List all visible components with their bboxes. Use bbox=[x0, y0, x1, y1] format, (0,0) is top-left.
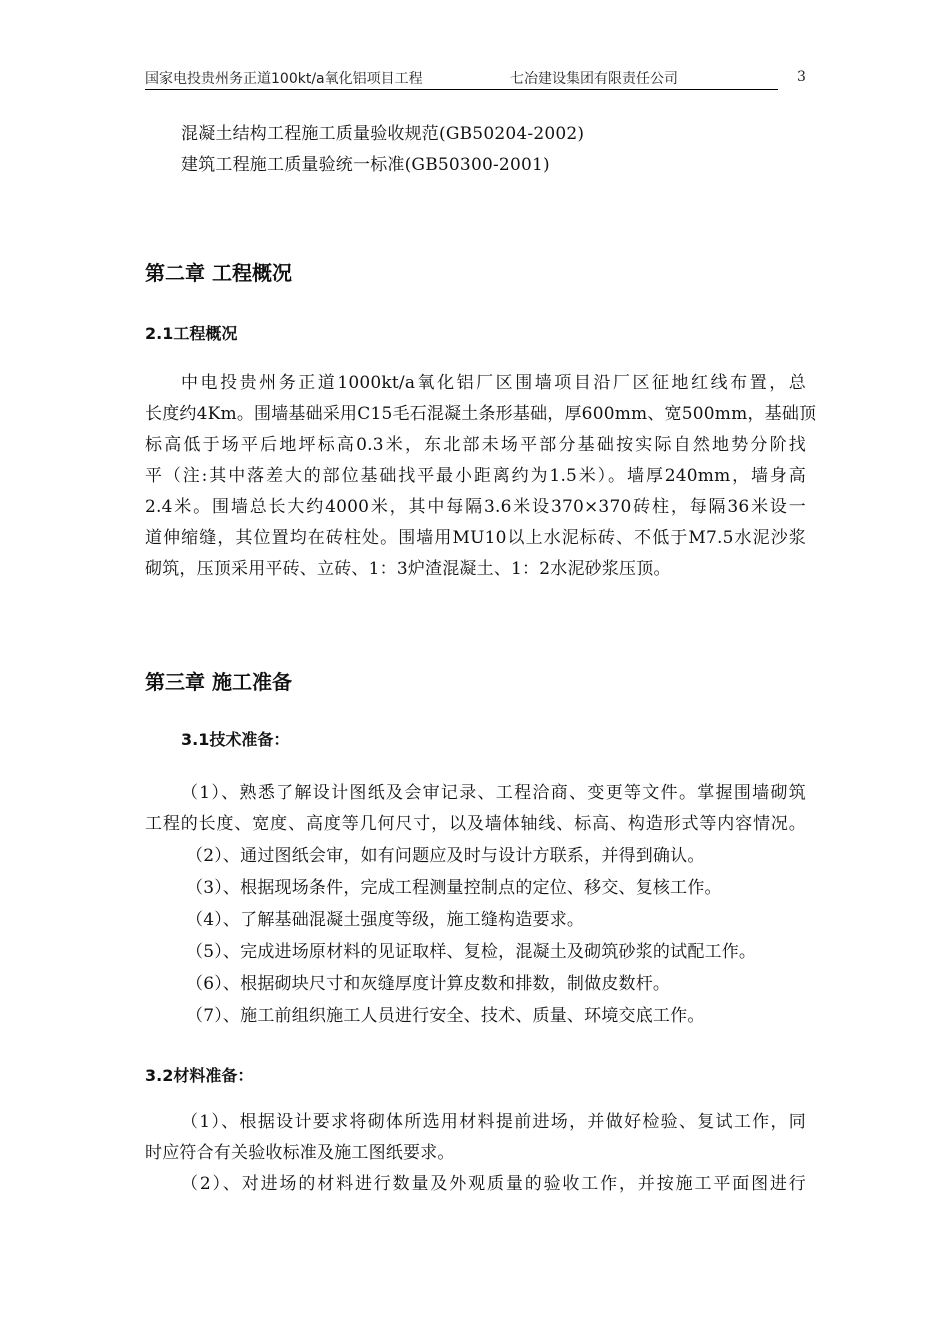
chapter-2-title: 第二章 工程概况 bbox=[145, 261, 292, 285]
tech-prep-line: （7）、施工前组织施工人员进行安全、技术、质量、环境交底工作。 bbox=[186, 1006, 705, 1026]
header-project-title: 国家电投贵州务正道100kt/a氧化铝项目工程 bbox=[145, 71, 423, 87]
paragraph-line: 长度约4Km。围墙基础采用C15毛石混凝土条形基础，厚600mm、宽500mm，基础顶 bbox=[145, 404, 817, 424]
tech-prep-line: 工程的长度、宽度、高度等几何尺寸，以及墙体轴线、标高、构造形式等内容情况。 bbox=[145, 814, 806, 834]
tech-prep-line: （4）、了解基础混凝土强度等级，施工缝构造要求。 bbox=[186, 910, 585, 930]
section-3-2-title: 3.2材料准备： bbox=[145, 1066, 254, 1085]
tech-prep-line: （3）、根据现场条件，完成工程测量控制点的定位、移交、复核工作。 bbox=[186, 878, 722, 898]
header-rule bbox=[145, 89, 778, 90]
tech-prep-line: （1）、熟悉了解设计图纸及会审记录、工程洽商、变更等文件。掌握围墙砌筑 bbox=[181, 783, 806, 803]
paragraph-line: 标高低于场平后地坪标高0.3米，东北部未场平部分基础按实际自然地势分阶找 bbox=[145, 435, 806, 455]
paragraph-line: 中电投贵州务正道1000kt/a氧化铝厂区围墙项目沿厂区征地红线布置，总 bbox=[181, 373, 806, 393]
tech-prep-line: （5）、完成进场原材料的见证取样、复检，混凝土及砌筑砂浆的试配工作。 bbox=[186, 942, 757, 962]
page-header bbox=[145, 66, 807, 90]
standard-item: 建筑工程施工质量验统一标准(GB50300-2001) bbox=[181, 155, 550, 175]
material-prep-line: （1）、根据设计要求将砌体所选用材料提前进场，并做好检验、复试工作，同 bbox=[181, 1112, 806, 1132]
material-prep-line: （2）、对进场的材料进行数量及外观质量的验收工作，并按施工平面图进行 bbox=[181, 1174, 806, 1194]
material-prep-line: 时应符合有关验收标准及施工图纸要求。 bbox=[145, 1143, 455, 1163]
section-2-1-title: 2.1工程概况 bbox=[145, 324, 238, 343]
header-company-name: 七冶建设集团有限责任公司 bbox=[510, 71, 678, 87]
paragraph-line: 2.4米。围墙总长大约4000米，其中每隔3.6米设370×370砖柱，每隔36米设一 bbox=[145, 497, 806, 517]
paragraph-line: 平（注:其中落差大的部位基础找平最小距离约为1.5米）。墙厚240mm，墙身高 bbox=[145, 466, 806, 486]
tech-prep-line: （2）、通过图纸会审，如有问题应及时与设计方联系，并得到确认。 bbox=[186, 846, 705, 866]
page-number: 3 bbox=[797, 69, 806, 85]
chapter-3-title: 第三章 施工准备 bbox=[145, 670, 292, 694]
paragraph-line: 道伸缩缝，其位置均在砖柱处。围墙用MU10以上水泥标砖、不低于M7.5水泥沙浆 bbox=[145, 528, 806, 548]
paragraph-line: 砌筑，压顶采用平砖、立砖、1：3炉渣混凝土、1：2水泥砂浆压顶。 bbox=[145, 559, 671, 579]
section-3-1-title: 3.1技术准备： bbox=[181, 730, 290, 749]
standard-item: 混凝土结构工程施工质量验收规范(GB50204-2002) bbox=[181, 124, 585, 144]
tech-prep-line: （6）、根据砌块尺寸和灰缝厚度计算皮数和排数，制做皮数杆。 bbox=[186, 974, 671, 994]
